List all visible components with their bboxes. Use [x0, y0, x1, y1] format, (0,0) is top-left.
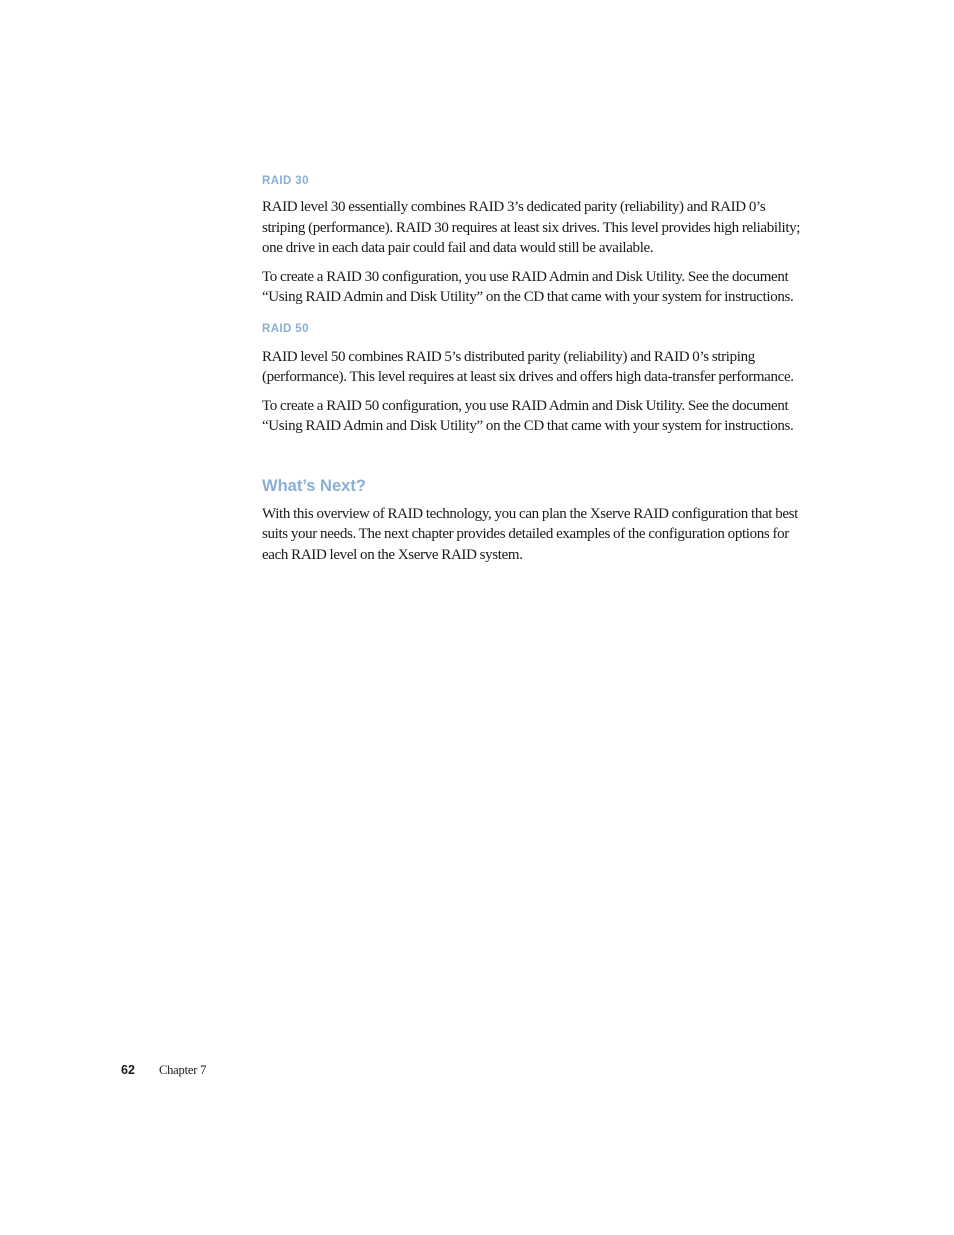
page-footer	[121, 1063, 206, 1078]
page-content	[262, 172, 807, 565]
raid50-heading: RAID 50	[262, 322, 309, 335]
raid30-description: RAID level 30 essentially combines RAID 3’s dedicated parity (reliability) and RAID 0’s striping (performance). RAID 30 requires at least six drives. This level provides high reliability; one drive in each data pair could fail and data would still be available.	[262, 199, 801, 256]
raid50-description: RAID level 50 combines RAID 5’s distributed parity (reliability) and RAID 0’s striping (performance). This level requires at least six drives and offers high data-transfer performance.	[262, 348, 794, 385]
raid30-instructions: To create a RAID 30 configuration, you use RAID Admin and Disk Utility. See the document “Using RAID Admin and Disk Utility” on the CD that came with your system for instructions.	[262, 268, 794, 305]
chapter-label: Chapter 7	[159, 1063, 207, 1077]
raid30-heading: RAID 30	[262, 175, 309, 187]
whats-next-heading: What’s Next?	[262, 476, 366, 495]
page-number: 62	[121, 1063, 135, 1077]
raid50-instructions: To create a RAID 50 configuration, you use RAID Admin and Disk Utility. See the document “Using RAID Admin and Disk Utility” on the CD that came with your system for instructions.	[262, 397, 794, 434]
whats-next-paragraph: With this overview of RAID technology, you can plan the Xserve RAID configuration that best suits your needs. The next chapter provides detailed examples of the configuration options for each RAID level on the Xserve RAID system.	[262, 505, 798, 563]
